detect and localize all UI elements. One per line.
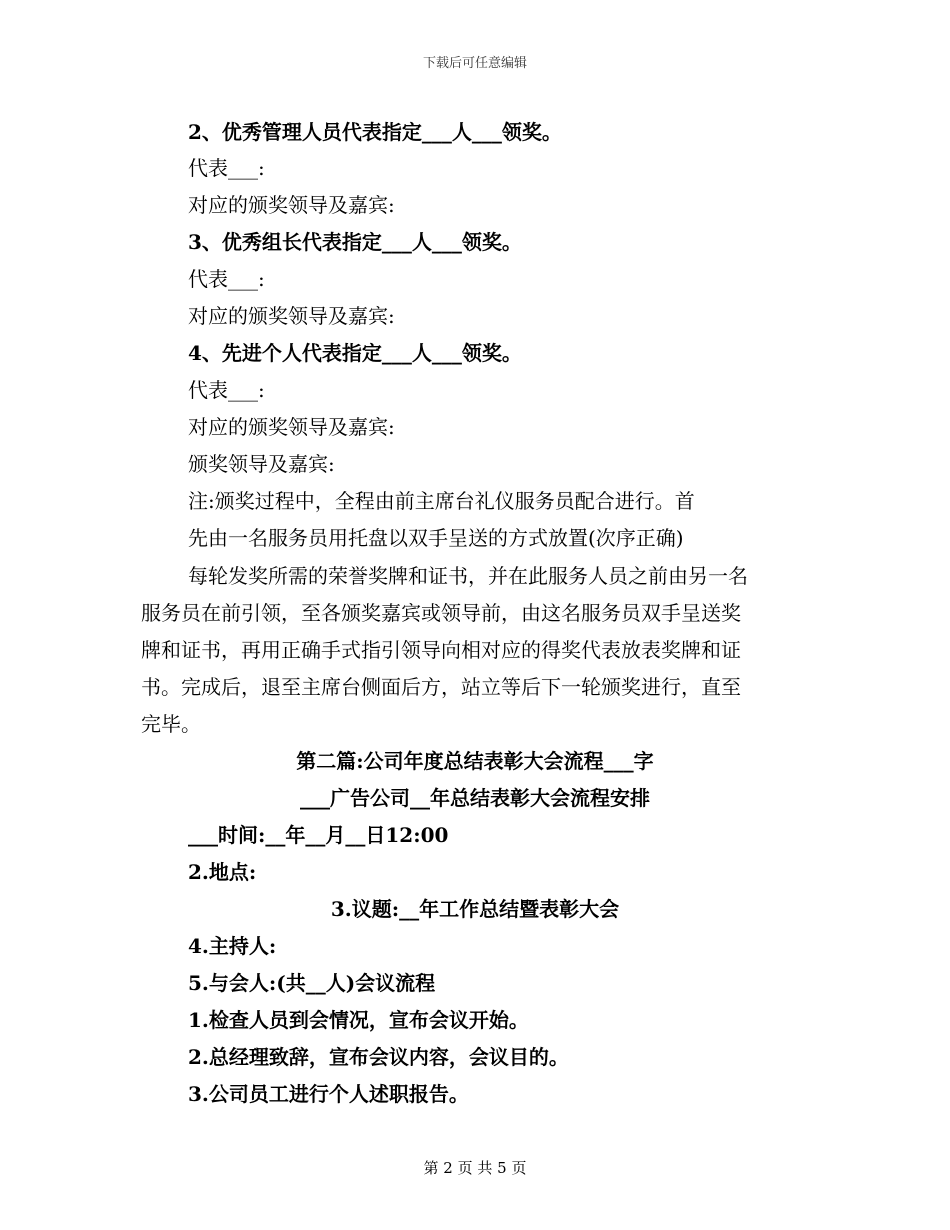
paragraph-line: 书。完成后，退至主席台侧面后方，站立等后下一轮颁奖进行，直至	[141, 675, 741, 699]
heading-item-3: 3、优秀组长代表指定___人___领奖。	[188, 230, 522, 254]
paragraph-line: 每轮发奖所需的荣誉奖牌和证书，并在此服务人员之前由另一名	[188, 564, 748, 588]
page-header: 下载后可任意编辑	[422, 56, 527, 71]
process-step-2: 2.总经理致辞，宣布会议内容，会议目的。	[188, 1045, 569, 1069]
paragraph-line: 牌和证书，再用正确手式指引领导向相对应的得奖代表放表奖牌和证	[141, 638, 741, 662]
section-title: 第二篇:公司年度总结表彰大会流程___字	[296, 749, 654, 773]
text-line: 对应的颁奖领导及嘉宾:	[188, 304, 395, 328]
meeting-attendees: 5.与会人:(共__人)会议流程	[188, 971, 436, 995]
process-step-3: 3.公司员工进行个人述职报告。	[188, 1082, 469, 1106]
heading-item-2: 2、优秀管理人员代表指定___人___领奖。	[188, 120, 562, 144]
text-line: 对应的颁奖领导及嘉宾:	[188, 415, 395, 439]
text-line: 颁奖领导及嘉宾:	[188, 452, 335, 476]
text-line: 代表___:	[188, 267, 265, 291]
text-line: 对应的颁奖领导及嘉宾:	[188, 193, 395, 217]
note-line: 先由一名服务员用托盘以双手呈送的方式放置(次序正确)	[188, 526, 684, 550]
section-subtitle: ___广告公司__年总结表彰大会流程安排	[300, 786, 650, 810]
meeting-host: 4.主持人:	[188, 934, 277, 958]
paragraph-line: 服务员在前引领，至各颁奖嘉宾或领导前，由这名服务员双手呈送奖	[141, 601, 741, 625]
text-line: 代表___:	[188, 156, 265, 180]
text-line: 代表___:	[188, 378, 265, 402]
heading-item-4: 4、先进个人代表指定___人___领奖。	[188, 341, 522, 365]
meeting-time: ___时间:__年__月__日12:00	[188, 823, 449, 847]
process-step-1: 1.检查人员到会情况，宣布会议开始。	[188, 1008, 529, 1032]
note-line: 注:颁奖过程中，全程由前主席台礼仪服务员配合进行。首	[188, 489, 695, 513]
meeting-topic: 3.议题:__年工作总结暨表彰大会	[330, 897, 620, 921]
meeting-place: 2.地点:	[188, 860, 257, 884]
page-footer: 第 2 页 共 5 页	[423, 1159, 527, 1177]
paragraph-line: 完毕。	[141, 712, 201, 736]
